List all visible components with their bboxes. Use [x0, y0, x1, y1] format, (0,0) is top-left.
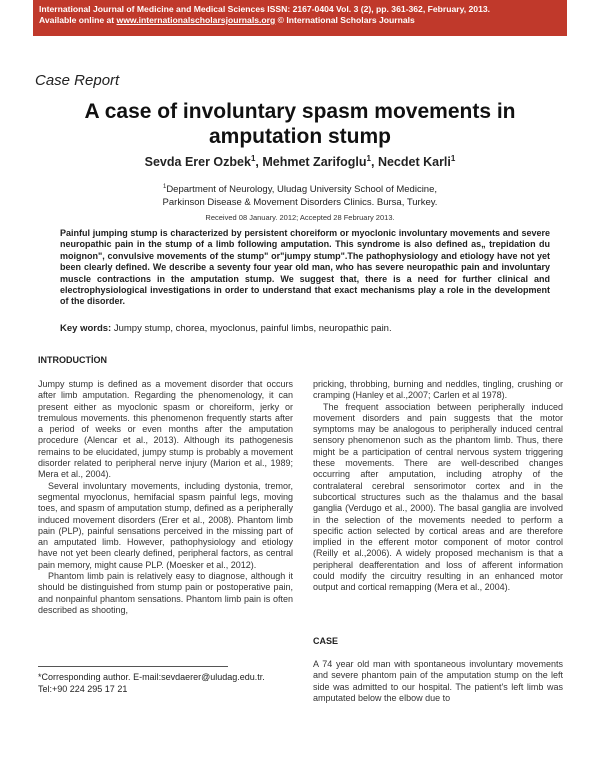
- received-accepted-dates: Received 08 January. 2012; Accepted 28 February 2013.: [205, 213, 395, 222]
- case-paragraph: A 74 year old man with spontaneous involuntary movements and severe phantom pain of the amputation stump on the left side was admitted to our hospital. The patient's left limb was amputated below the elbow due to: [313, 659, 563, 703]
- keywords: [60, 323, 550, 335]
- intro-paragraph: The frequent association between peripherally induced movement disorders and pain suggests that the motor symptoms may be analogous to peripherally induced central sensory phenomenon such as the phantom limb. Thus, there might be a participation of central nervous system triggering these movements. There are well-described changes occurring after amputation, including atrophy of the contralateral cerebral sensorimotor cortex and in the subcortical structures such as the thalamus and the basal ganglia (Verdugo et al., 2000). The basal ganglia are involved in the selection of the movements needed to perform a specific action selected by cortical areas and are therefore implied in the efferent motor component of motor control (Reilly et al.,2006). A widely proposed mechanism is that a peripheral deafferentation and loss of afferent information could modify the circuitry resulting in an enhanced motor output and cortical remapping (Mera et al., 2004).: [313, 401, 563, 593]
- intro-paragraph: Phantom limb pain is relatively easy to diagnose, although it should be distinguished from stump pain or postoperative pain, and nonpainful phantom sensations. Phantom limb pain is often described as shooting,: [38, 571, 293, 615]
- right-column: [313, 379, 563, 594]
- footnote-divider: [38, 666, 228, 667]
- author-list: Sevda Erer Ozbek$^1$, Mehmet Zarifoglu$^1$, Necdet Karli$^1$: [144, 154, 456, 170]
- author-affiliation-marker: 1: [450, 154, 456, 163]
- author-affiliation-marker: 1: [366, 154, 371, 163]
- affiliation-marker: 1: [162, 184, 167, 190]
- corresponding-email: *Corresponding author. E-mail:sevdaerer@uludag.edu.tr.: [38, 672, 265, 682]
- author-name: Necdet Karli: [377, 155, 451, 170]
- article-title: A case of involuntary spasm movements in amputation stump: [84, 100, 516, 148]
- author-name: Sevda Erer Ozbek: [144, 155, 251, 170]
- case-heading: CASE: [313, 636, 339, 646]
- article-type: Case Report: [35, 72, 120, 89]
- intro-paragraph: Jumpy stump is defined as a movement disorder that occurs after limb amputation. Regarding the phenomenology, it can present either as myoclonic spasm or choreiform, jerky or tremulous movements. this phenomenon frequently starts after a period of weeks or even months after the amputation procedure (Alencar et al., 2013). Although its pathogenesis remains to be elucidated, jumpy stump is probably a movement disorder related to peripheral nerve injury (Marion et al., 1989; Mera et al., 2004).: [38, 379, 293, 480]
- introduction-heading: INTRODUCTİON: [38, 355, 107, 365]
- corresponding-phone: Tel:+90 224 295 17 21: [38, 683, 128, 694]
- author-affiliation-marker: 1: [250, 154, 256, 163]
- abstract: Painful jumping stump is characterized by persistent choreiform or myoclonic involuntary movements and severe neuropathic pain in the stump of a limb following amputation. This syndrome is also defined as„ trepidation du moignon", convulsive movements of the stump" or"jumpy stump".The pathophysiology and etiology have not yet been clearly defined. We describe a seventy four year old man, who has severe neuropathic pain and involuntary muscle contractions in the amputation stump. We suggest that, there is a need for further clinical and electrophysiological investigations in order to understand that exact mechanisms play a role in the development of the disorder.: [60, 228, 550, 307]
- intro-paragraph: Several involuntary movements, including dystonia, tremor, segmental myoclonus, hemifacial spasm painful legs, moving toes, and spasm of amputation stump, defined as a peripherally induced movement disorders (Erer et al., 2008). Phantom limb pain (PLP), painful sensations perceived in the missing part of an amputated limb. However, pathophysiology and etiology have not yet been clearly defined, peripheral factors, as central pain memory, might cause PLP. (Moesker et al., 2012).: [38, 480, 293, 570]
- keywords-text: Jumpy stump, chorea, myoclonus, painful limbs, neuropathic pain.: [111, 323, 392, 334]
- journal-citation: International Journal of Medicine and Medical Sciences ISSN: 2167-0404 Vol. 3 (2), pp. 361-362, February, 2013.: [39, 4, 491, 14]
- journal-website-link[interactable]: www.internationalscholarsjournals.org: [116, 15, 276, 25]
- intro-paragraph: pricking, throbbing, burning and neddles, tingling, crushing or cramping (Hanley et al.,2007; Carlen et al 1978).: [313, 379, 563, 401]
- affiliation: [150, 181, 450, 209]
- keywords-label: Key words:: [60, 323, 112, 334]
- author-name: Mehmet Zarifoglu: [262, 155, 367, 170]
- copyright-text: © International Scholars Journals: [275, 15, 415, 25]
- availability-prefix: Available online at: [39, 15, 117, 25]
- corresponding-author-footnote: [38, 672, 303, 695]
- journal-banner: [33, 0, 567, 36]
- affiliation-text: Department of Neurology, Uludag University School of Medicine, Parkinson Disease & Movement Disorders Clinics. Bursa, Turkey.: [162, 184, 438, 208]
- left-column: [38, 379, 293, 616]
- availability-line: [39, 15, 561, 26]
